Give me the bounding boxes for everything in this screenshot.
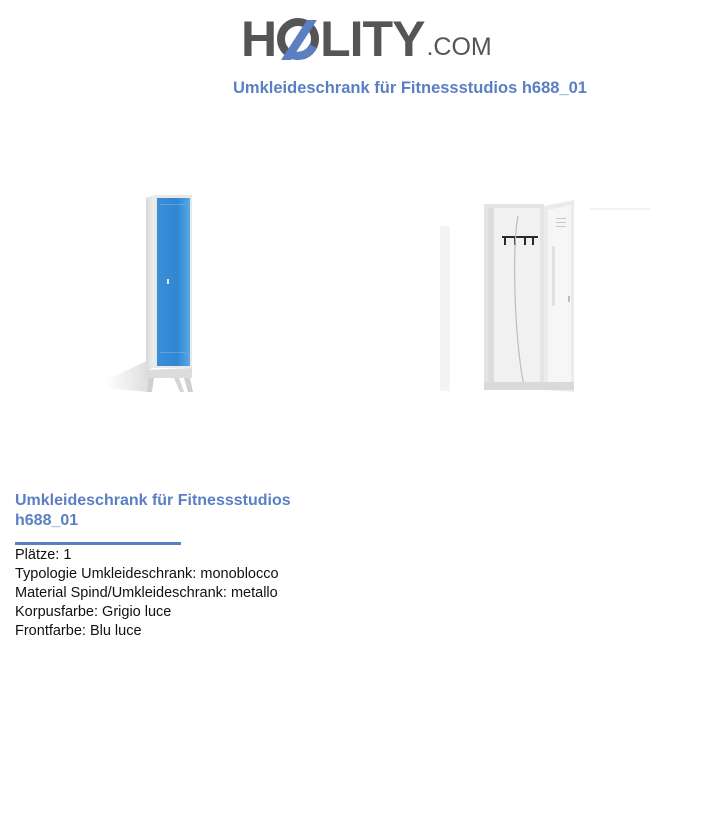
title-divider xyxy=(15,542,181,545)
spec-item: Frontfarbe: Blu luce xyxy=(15,623,142,639)
page-title: Umkleideschrank für Fitnessstudios h688_01 xyxy=(233,79,587,97)
locker-open-image xyxy=(440,196,680,396)
product-specs xyxy=(15,546,279,641)
logo-letters-lity: LITY xyxy=(320,11,425,67)
logo-o-icon xyxy=(277,16,319,62)
spec-item: Typologie Umkleideschrank: monoblocco xyxy=(15,566,279,582)
holity-logo[interactable] xyxy=(241,10,492,68)
logo-wordmark xyxy=(241,10,424,68)
product-title: Umkleideschrank für Fitnessstudios h688_01 xyxy=(15,492,291,529)
spec-item: Plätze: 1 xyxy=(15,547,72,563)
spec-item: Material Spind/Umkleideschrank: metallo xyxy=(15,585,278,601)
logo-suffix: .COM xyxy=(426,33,492,61)
spec-item: Korpusfarbe: Grigio luce xyxy=(15,604,172,620)
logo-letter-h: H xyxy=(241,11,277,67)
locker-closed-image xyxy=(104,192,196,397)
